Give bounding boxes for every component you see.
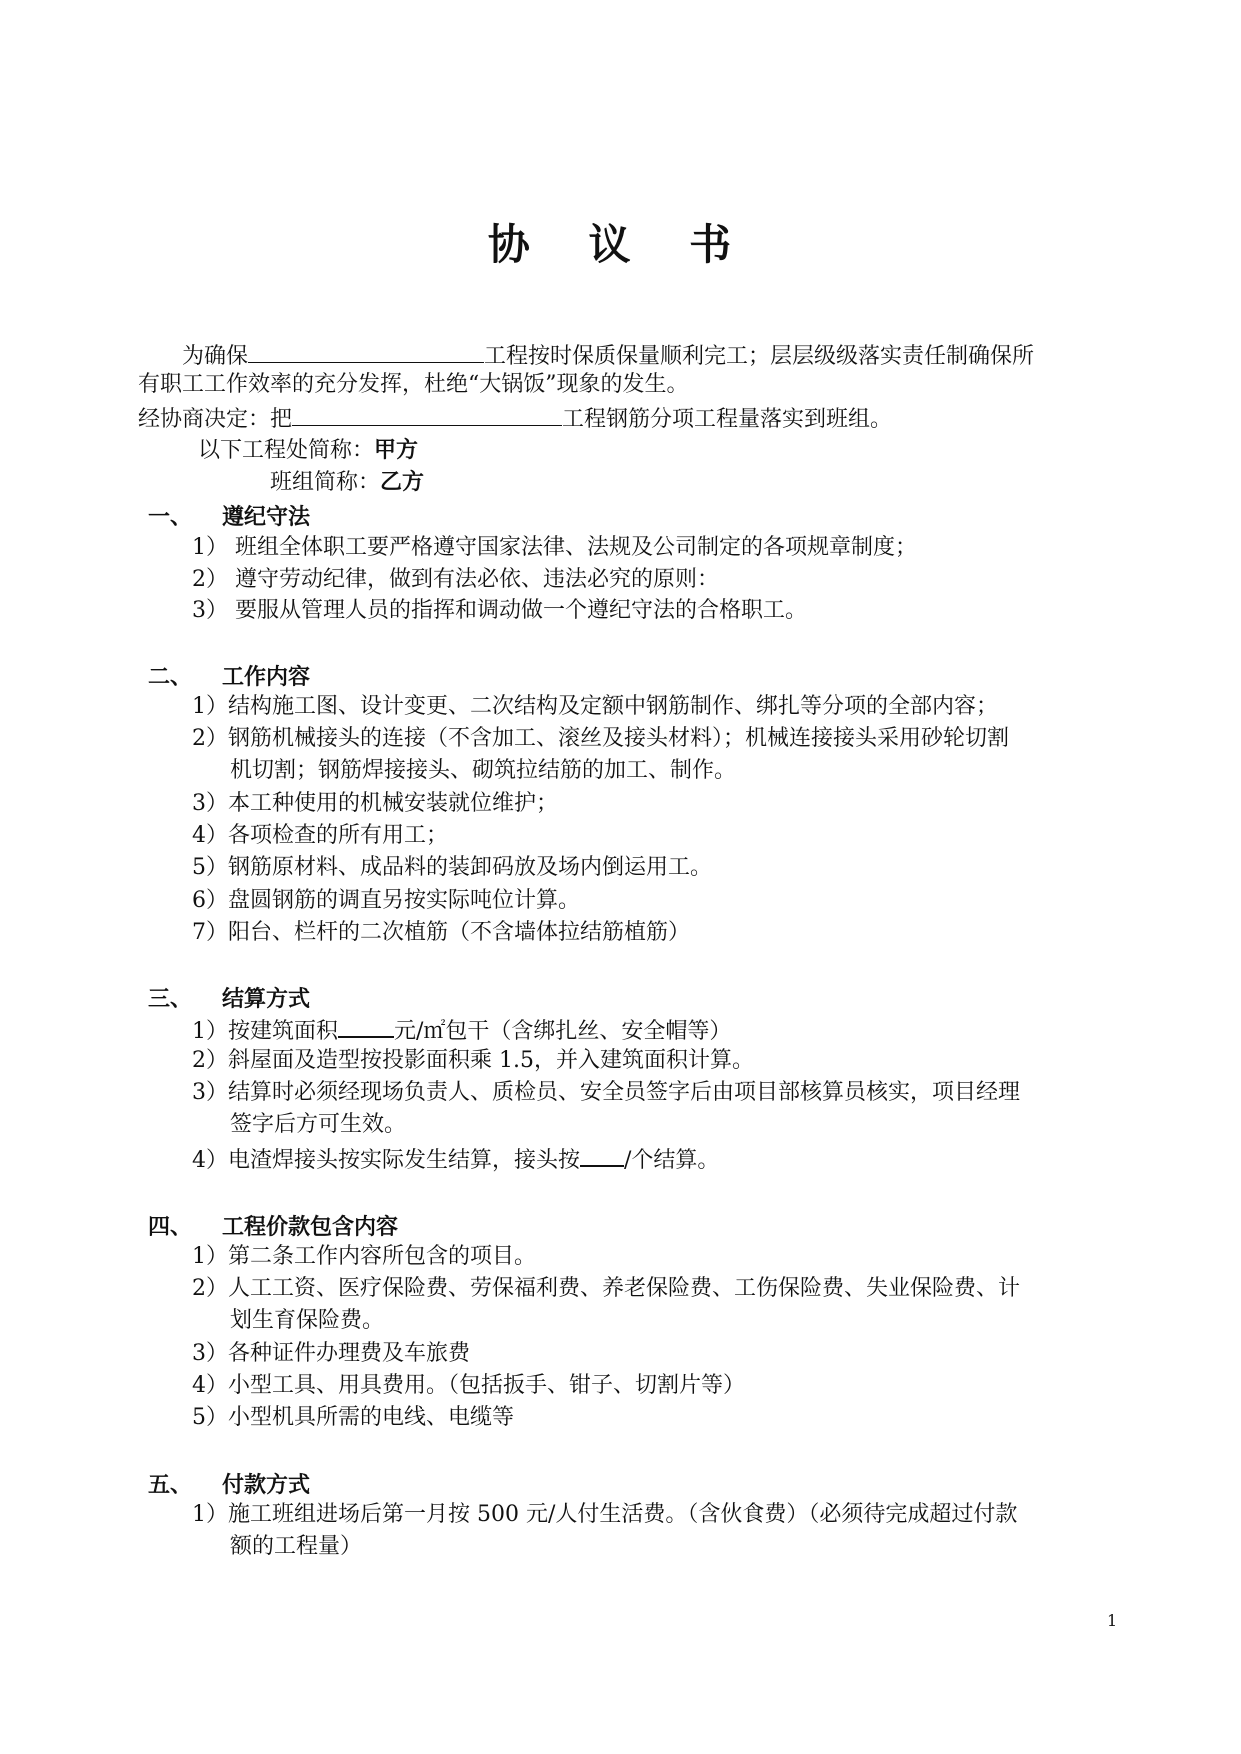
section-3-item-4-suffix: /个结算。	[624, 1148, 720, 1173]
section-4-item-4: 4）小型工具、用具费用。（包括扳手、钳子、切割片等）	[192, 1373, 745, 1398]
party-b-value: 乙方	[380, 470, 425, 495]
section-4-item-3: 3）各种证件办理费及车旅费	[192, 1341, 470, 1366]
section-4-number: 四、	[148, 1215, 193, 1240]
section-2-item-2: 2）钢筋机械接头的连接（不含加工、滚丝及接头材料）；机械连接接头采用砂轮切割	[192, 726, 1009, 751]
section-2-number: 二、	[148, 665, 193, 690]
document-title: 协 议 书	[487, 220, 754, 269]
section-1-item-1: 1） 班组全体职工要严格遵守国家法律、法规及公司制定的各项规章制度；	[192, 535, 917, 560]
section-3-item-3-cont: 签字后方可生效。	[230, 1112, 407, 1137]
section-3-item-3: 3）结算时必须经现场负责人、质检员、安全员签字后由项目部核算员核实，项目经理	[192, 1080, 1020, 1105]
section-3-item-1-suffix: 元/㎡包干（含绑扎丝、安全帽等）	[394, 1019, 732, 1044]
section-1-item-3: 3） 要服从管理人员的指挥和调动做一个遵纪守法的合格职工。	[192, 598, 807, 623]
intro-suffix-2: 工程钢筋分项工程量落实到班组。	[562, 407, 893, 432]
page-number: 1	[1107, 1611, 1118, 1630]
section-2-item-2-cont: 机切割；钢筋焊接接头、砌筑拉结筋的加工、制作。	[230, 758, 737, 783]
project-name-blank[interactable]	[248, 340, 484, 363]
section-4-title: 工程价款包含内容	[222, 1215, 399, 1240]
section-3-item-4-prefix: 4）电渣焊接头按实际发生结算，接头按	[192, 1148, 580, 1173]
section-2-title: 工作内容	[222, 665, 311, 690]
section-5-item-1: 1）施工班组进场后第一月按 500 元/人付生活费。（含伙食费）（必须待完成超过付款	[192, 1502, 1018, 1527]
section-3-item-1-prefix: 1）按建筑面积	[192, 1019, 338, 1044]
party-a-line	[198, 436, 418, 466]
section-4-item-5: 5）小型机具所需的电线、电缆等	[192, 1405, 514, 1430]
price-per-sqm-blank[interactable]	[338, 1014, 394, 1038]
intro-suffix-1: 工程按时保质保量顺利完工；层层级级落实责任制确保所	[484, 344, 1035, 369]
section-5-title: 付款方式	[222, 1473, 311, 1498]
section-3-number: 三、	[148, 987, 193, 1012]
section-2-item-3: 3）本工种使用的机械安装就位维护；	[192, 791, 558, 816]
party-b-line	[270, 468, 424, 498]
section-4-item-1: 1）第二条工作内容所包含的项目。	[192, 1244, 536, 1269]
section-3-item-1	[192, 1014, 731, 1047]
section-4-item-2: 2）人工工资、医疗保险费、劳保福利费、养老保险费、工伤保险费、失业保险费、计	[192, 1276, 1020, 1301]
intro-line-2: 有职工工作效率的充分发挥，杜绝“大锅饭”现象的发生。	[138, 372, 689, 397]
section-1-item-2: 2） 遵守劳动纪律，做到有法必依、违法必究的原则：	[192, 567, 719, 592]
section-2-item-7: 7）阳台、栏杆的二次植筋（不含墙体拉结筋植筋）	[192, 920, 690, 945]
intro-line-3	[138, 403, 892, 435]
section-3-item-2: 2）斜屋面及造型按投影面积乘 1.5，并入建筑面积计算。	[192, 1048, 754, 1073]
party-a-label: 以下工程处简称：	[198, 438, 375, 463]
project-name-blank-2[interactable]	[292, 403, 562, 426]
section-5-number: 五、	[148, 1473, 193, 1498]
section-5-item-1-cont: 额的工程量）	[230, 1534, 363, 1559]
section-2-item-4: 4）各项检查的所有用工；	[192, 823, 448, 848]
section-3-title: 结算方式	[222, 987, 311, 1012]
party-b-label: 班组简称：	[270, 470, 381, 495]
party-a-value: 甲方	[374, 438, 419, 463]
intro-prefix-2: 经协商决定：把	[138, 407, 293, 432]
section-2-item-5: 5）钢筋原材料、成品料的装卸码放及场内倒运用工。	[192, 855, 712, 880]
section-1-title: 遵纪守法	[222, 505, 311, 530]
section-3-item-4	[192, 1143, 719, 1176]
intro-prefix-1: 为确保	[182, 344, 249, 369]
joint-price-blank[interactable]	[580, 1143, 624, 1167]
section-2-item-6: 6）盘圆钢筋的调直另按实际吨位计算。	[192, 888, 580, 913]
intro-line-1	[182, 340, 1034, 372]
section-4-item-2-cont: 划生育保险费。	[230, 1308, 385, 1333]
section-1-number: 一、	[148, 505, 193, 530]
section-2-item-1: 1）结构施工图、设计变更、二次结构及定额中钢筋制作、绑扎等分项的全部内容；	[192, 694, 998, 719]
